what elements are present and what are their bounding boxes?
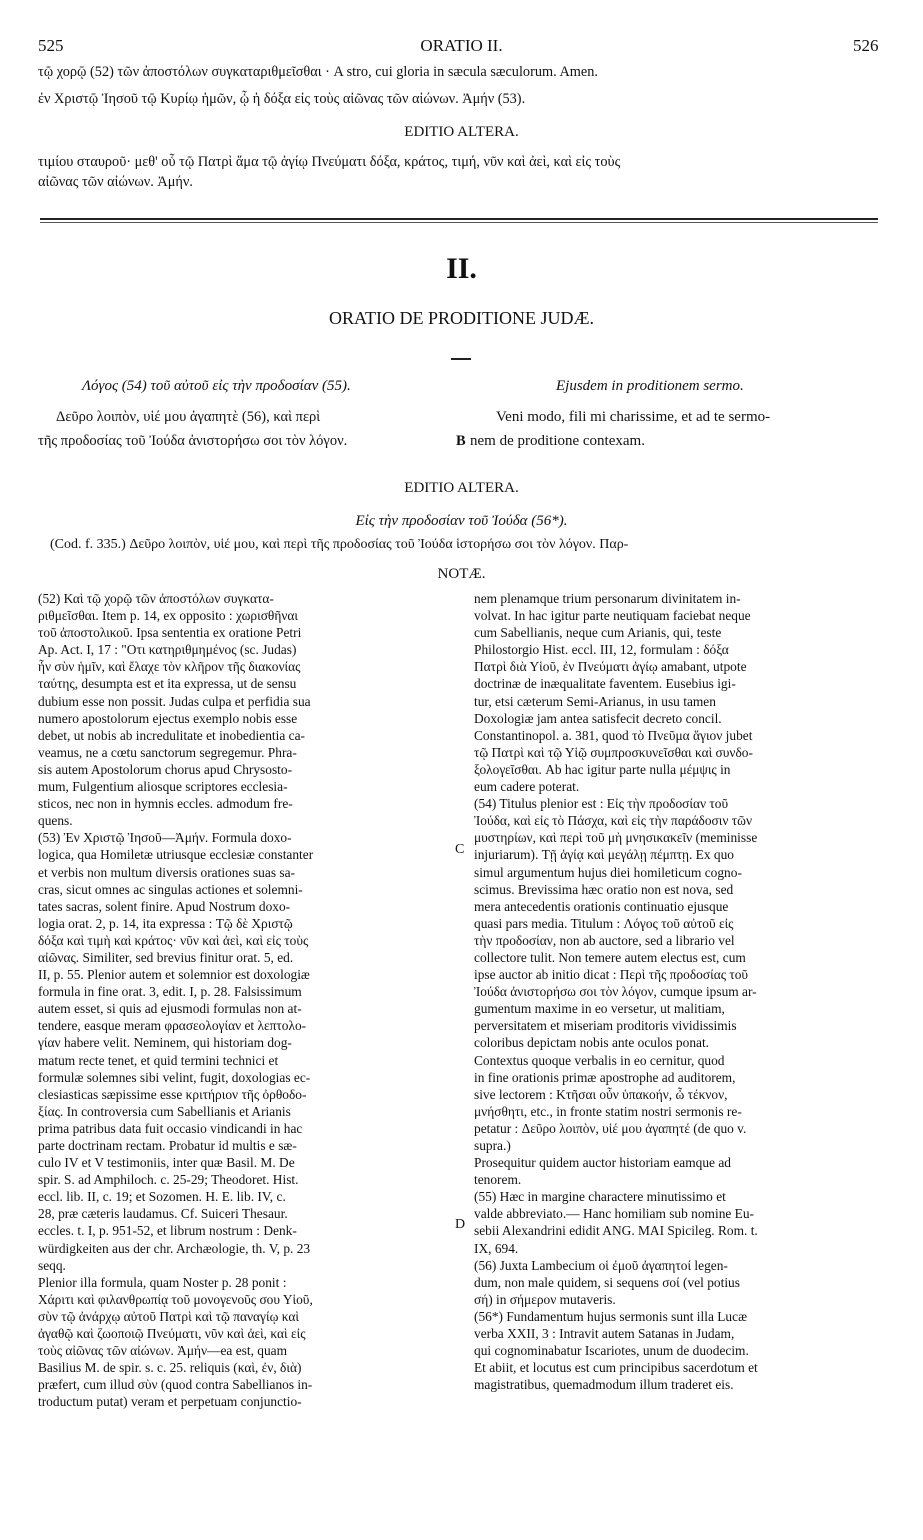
note-line: formula in fine orat. 3, edit. I, p. 28. Falsissimum <box>38 984 302 1000</box>
note-line: culo IV et V testimoniis, inter quæ Basil. M. De <box>38 1155 295 1171</box>
note-line: simul argumentum hujus diei homileticum cogno- <box>474 864 742 880</box>
note-line: scimus. Brevissima hæc oratio non est nova, sed <box>474 881 734 897</box>
note-line: tenorem. <box>474 1172 522 1188</box>
note-line: Ap. Act. I, 17 : "Οτι κατηριθμημένος (sc. Judas) <box>38 642 297 658</box>
note-line: dum, non male quidem, si sequens σοί (vel potius <box>474 1274 740 1290</box>
note-line: præfert, cum illud σὺν (quod contra Sabellianos in- <box>38 1377 313 1393</box>
note-line: autem esset, si quis ad ejusmodi formulas non at- <box>38 1001 302 1017</box>
editio-altera-heading-2: EDITIO ALTERA. <box>404 480 519 496</box>
note-line: Πατρὶ διὰ Υἱοῦ, ἐν Πνεύματι ἁγίῳ amabant, utpote <box>474 659 747 675</box>
note-line: τῷ Πατρὶ καὶ τῷ Υἱῷ συμπροσκυνεῖσθαι καὶ συνδο- <box>474 744 753 760</box>
note-line: (52) Καὶ τῷ χορῷ τῶν ἀποστόλων συγκατα- <box>38 591 274 606</box>
note-line: spir. S. ad Amphiloch. c. 25-29; Theodoret. Hist. <box>38 1172 299 1188</box>
note-line: seqq. <box>38 1257 66 1273</box>
continuation-line: ἐν Χριστῷ Ἰησοῦ τῷ Κυρίῳ ἡμῶν, ᾧ ἡ δόξα εἰς τοὺς αἰῶνας τῶν αἰώνων. Ἀμήν (53). <box>38 91 526 107</box>
greek-text-line: τῆς προδοσίας τοῦ Ἰούδα ἀνιστορήσω σοι τὸν λόγον. <box>38 433 348 449</box>
note-line: veamus, ne a cœtu sanctorum segregemur. Phra- <box>38 744 297 760</box>
running-title: ORATIO II. <box>420 36 503 55</box>
note-line: σή) in σήμερον mutaveris. <box>474 1291 616 1307</box>
greek-text-line: Δεῦρο λοιπὸν, υἱέ μου ἀγαπητὲ (56), καὶ περὶ <box>56 409 321 425</box>
section-number: II. <box>446 252 477 285</box>
note-line: logia orat. 2, p. 14, ita expressa : Τῷ δὲ Χριστῷ <box>38 915 293 931</box>
note-line: injuriarum). Τῇ ἁγίᾳ καὶ μεγάλῃ πέμπτῃ. Ex quo <box>474 847 734 863</box>
note-line: μνήσθητι, etc., in fronte statim nostri sermonis re- <box>474 1103 742 1119</box>
note-line: nem plenamque trium personarum divinitatem in- <box>474 591 741 606</box>
note-line: sis autem Apostolorum chorus apud Chrysosto- <box>38 761 293 777</box>
note-line: Philostorgio Hist. eccl. III, 12, formulam : δόξα <box>474 642 729 658</box>
note-line: numero apostolorum ejectus exemplo nobis esse <box>38 710 298 726</box>
right-page-number: 526 <box>853 36 879 55</box>
note-line: τὴν προδοσίαν, non ab auctore, sed a librario vel <box>474 932 735 948</box>
editio-line: τιμίου σταυροῦ· μεθ' οὗ τῷ Πατρὶ ἅμα τῷ ἁγίῳ Πνεύματι δόξα, κράτος, τιμή, νῦν καὶ ἀεὶ, καὶ εἰς τοὺς <box>38 154 621 170</box>
notes-right-column <box>474 590 884 1393</box>
note-line: Doxologiæ jam antea satisfecit decreto concil. <box>474 710 722 726</box>
editio-altera-heading: EDITIO ALTERA. <box>404 124 519 140</box>
left-page-number: 525 <box>38 36 64 55</box>
note-line: ριθμεῖσθαι. Item p. 14, ex opposito : χωρισθῆναι <box>38 608 298 624</box>
note-line: sebii Alexandrini edidit ANG. MAI Spicileg. Rom. t. <box>474 1223 758 1239</box>
note-line: tendere, easque meram φρασεολογίαν et λεπτολο- <box>38 1018 307 1034</box>
note-line: clesiasticas sæpissime esse κριτήριον τῆς ὀρθοδο- <box>38 1086 307 1102</box>
note-line: ξίας. In controversia cum Sabellianis et Arianis <box>38 1103 291 1119</box>
note-line: αἰῶνας. Similiter, sed brevius finitur orat. 5, ed. <box>38 949 294 965</box>
note-line: mera antecedentis orationis continuatio ejusque <box>474 898 729 914</box>
notes-left-column <box>38 590 450 1411</box>
note-line: formulæ solemnes sibi velint, fugit, doxologias ec- <box>38 1069 311 1085</box>
note-line: et verbis non multum diversis orationes suas sa- <box>38 864 295 880</box>
note-line: debet, ut nobis ab incredulitate et inobedientia ca- <box>38 727 305 743</box>
note-line: τοῦ ἀποστολικοῦ. Ipsa sententia ex oratione Petri <box>38 625 302 641</box>
note-line: dubium esse non possit. Judas culpa et perfidia sua <box>38 693 311 709</box>
note-line: volvat. In hac igitur parte neutiquam faciebat neque <box>474 608 751 624</box>
note-line: (55) Hæc in margine charactere minutissimo et <box>474 1189 726 1205</box>
note-line: tur, etsi cæterum Semi-Arianus, in usu tamen <box>474 693 716 709</box>
section-title: ORATIO DE PRODITIONE JUDÆ. <box>329 308 594 328</box>
note-line: sticos, nec non in hymnis eccles. admodum fre- <box>38 796 293 812</box>
note-line: (56) Juxta Lambecium οἱ ἐμοῦ ἀγαπητοί legen- <box>474 1257 728 1273</box>
note-line: coloribus depictam nobis ante oculos ponat. <box>474 1035 710 1051</box>
note-line: Plenior illa formula, quam Noster p. 28 ponit : <box>38 1274 287 1290</box>
latin-heading: Ejusdem in proditionem sermo. <box>556 378 744 394</box>
note-line: quasi pars media. Titulum : Λόγος τοῦ αὐτοῦ εἰς <box>474 915 734 931</box>
note-line: Basilius M. de spir. s. c. 25. reliquis (καὶ, ἐν, διὰ) <box>38 1360 302 1376</box>
note-line: eccles. t. I, p. 951-52, et librum nostrum : Denk- <box>38 1223 297 1239</box>
note-line: σὺν τῷ ἀνάρχῳ αὐτοῦ Πατρὶ καὶ τῷ παναγίῳ καὶ <box>38 1308 299 1324</box>
note-line: ἀγαθῷ καὶ ζωοποιῷ Πνεύματι, νῦν καὶ ἀεὶ, καὶ εἰς <box>38 1326 306 1342</box>
section-divider-thin <box>40 222 878 223</box>
note-line: μυστηρίων, καὶ περὶ τοῦ μὴ μνησικακεῖν (meminisse <box>474 830 758 846</box>
note-line: collectore tulit. Non temere autem electus est, cum <box>474 949 746 965</box>
note-line: troductum putat) veram et perpetuam conjunctio- <box>38 1394 302 1410</box>
note-line: II, p. 55. Plenior autem et solemnior est doxologiæ <box>38 967 310 983</box>
note-line: würdigkeiten aus der chr. Archæologie, th. V, p. 23 <box>38 1240 311 1256</box>
note-line: δόξα καὶ τιμὴ καὶ κράτος· νῦν καὶ ἀεὶ, καὶ εἰς τοὺς <box>38 932 309 948</box>
note-line: gumentum maxime in eo versetur, ut malitiam, <box>474 1001 725 1017</box>
note-line: (53) Ἐν Χριστῷ Ἰησοῦ—Ἀμήν. Formula doxo- <box>38 830 292 846</box>
note-line: tates sacras, solent finire. Apud Nostrum doxo- <box>38 898 291 914</box>
note-line: ταύτης, desumpta est et ita expressa, ut de sensu <box>38 676 297 692</box>
note-line: supra.) <box>474 1138 511 1153</box>
note-line: matum recte tenet, et quid termini technici et <box>38 1052 279 1068</box>
note-line: quens. <box>38 813 73 829</box>
note-line: eum cadere poterat. <box>474 779 580 795</box>
note-line: Constantinopol. a. 381, quod τὸ Πνεῦμα ἅγιον jubet <box>474 727 753 743</box>
note-line: in fine orationis primæ apostrophe ad auditorem, <box>474 1069 736 1085</box>
latin-text-line: nem de proditione contexam. <box>470 433 645 449</box>
note-line: Et abiit, et locutus est cum principibus sacerdotum et <box>474 1360 758 1376</box>
note-line: petatur : Δεῦρο λοιπὸν, υἱέ μου ἀγαπητέ (de quo v. <box>474 1120 747 1136</box>
note-line: mum, Fulgentium aliosque scriptores ecclesia- <box>38 779 288 795</box>
note-line: logica, qua Homiletæ utriusque ecclesiæ constanter <box>38 847 314 863</box>
note-line: perversitatem et miseriam proditoris vividissimis <box>474 1018 737 1034</box>
latin-text-line: Veni modo, fili mi charissime, et ad te sermo- <box>496 409 771 425</box>
section-divider <box>40 218 878 220</box>
notae-title: NOTÆ. <box>437 566 486 582</box>
note-line: ἦν σὺν ἡμῖν, καὶ ἔλαχε τὸν κλῆρον τῆς διακονίας <box>38 659 301 675</box>
margin-letter-d: D <box>455 1217 466 1232</box>
note-line: Contextus quoque verbalis in eo cernitur, quod <box>474 1052 725 1068</box>
note-line: IX, 694. <box>474 1240 519 1256</box>
margin-letter-b: B <box>456 433 466 449</box>
note-line: ipse auctor ab initio dicat : Περὶ τῆς προδοσίας τοῦ <box>474 967 749 983</box>
note-line: verba XXII, 3 : Intravit autem Satanas in Judam, <box>474 1326 735 1342</box>
note-line: Χάριτι καὶ φιλανθρωπίᾳ τοῦ μονογενοῦς σου Υἱοῦ, <box>38 1291 313 1307</box>
note-line: prima patribus data fuit occasio vindicandi in hac <box>38 1120 303 1136</box>
note-line: ξολογεῖσθαι. Ab hac igitur parte nulla μέμψις in <box>474 761 731 777</box>
margin-letter-c: C <box>455 842 465 857</box>
greek-heading: Λόγος (54) τοῦ αὐτοῦ εἰς τὴν προδοσίαν (55). <box>82 378 351 394</box>
note-line: (54) Titulus plenior est : Εἰς τὴν προδοσίαν τοῦ <box>474 796 729 812</box>
note-line: (56*) Fundamentum hujus sermonis sunt illa Lucæ <box>474 1308 747 1324</box>
note-line: qui cognominabatur Iscariotes, unum de duodecim. <box>474 1343 749 1359</box>
note-line: parte doctrinam rectam. Probatur id multis e sæ- <box>38 1138 297 1153</box>
editio2-heading: Εἰς τὴν προδοσίαν τοῦ Ἰούδα (56*). <box>355 513 568 529</box>
note-line: magistratibus, quemadmodum illum traderet eis. <box>474 1377 734 1393</box>
note-line: cras, sicut omnes ac singulas actiones et solemni- <box>38 881 303 897</box>
note-line: cum Sabellianis, neque cum Arianis, qui, teste <box>474 625 722 641</box>
note-line: Ἰούδα, καὶ εἰς τὸ Πάσχα, καὶ εἰς τὴν παράδοσιν τῶν <box>474 813 753 829</box>
note-line: doctrinæ de inæqualitate faventem. Eusebius igi- <box>474 676 736 692</box>
editio2-line: (Cod. f. 335.) Δεῦρο λοιπὸν, υἱέ μου, καὶ περὶ τῆς προδοσίας τοῦ Ἰούδα ἱστορήσω σοι τὸν λόγον. Παρ- <box>50 537 629 552</box>
note-line: Prosequitur quidem auctor historiam eamque ad <box>474 1155 731 1171</box>
note-line: 28, præ cæteris laudamus. Cf. Suiceri Thesaur. <box>38 1206 288 1222</box>
note-line: eccl. lib. II, c. 19; et Sozomen. H. E. lib. IV, c. <box>38 1189 286 1205</box>
title-dash <box>451 358 471 360</box>
note-line: sive lectorem : Κτῆσαι οὖν ὑπακοήν, ὦ τέκνον, <box>474 1086 728 1102</box>
note-line: τοὺς αἰῶνας τῶν αἰώνων. Ἀμήν—ea est, quam <box>38 1343 288 1359</box>
note-line: γίαν habere velit. Neminem, qui historiam dog- <box>38 1035 292 1051</box>
continuation-line: τῷ χορῷ (52) τῶν ἀποστόλων συγκαταριθμεῖσθαι · A stro, cui gloria in sæcula sæculorum. Amen. <box>38 64 598 80</box>
note-line: valde abbreviato.— Hanc homiliam sub nomine Eu- <box>474 1206 755 1222</box>
editio-line: αἰῶνας τῶν αἰώνων. Ἀμήν. <box>38 174 193 190</box>
note-line: Ἰούδα ἀνιστορήσω σοι τὸν λόγον, cumque ipsum ar- <box>474 984 757 1000</box>
